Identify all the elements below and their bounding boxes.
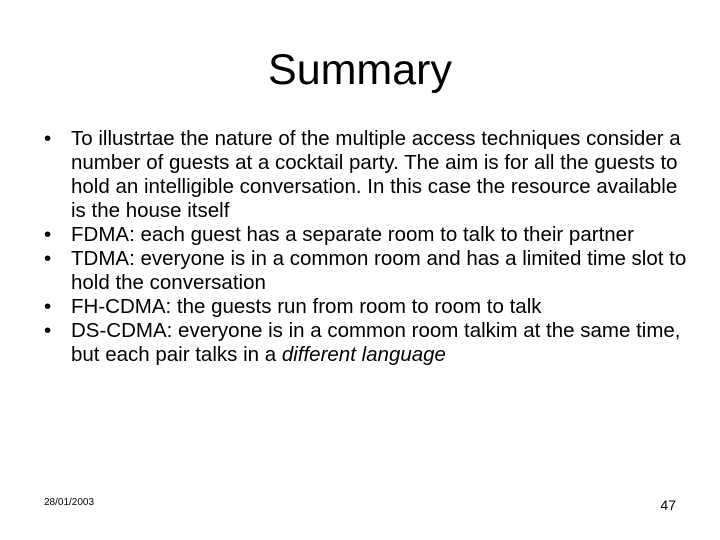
bullet-text: FH-CDMA: the guests run from room to room to talk [71,295,542,318]
bullet-marker: • [44,319,52,342]
footer-date: 28/01/2003 [44,497,95,508]
bullet-item [44,247,694,295]
page-number: 47 [660,497,676,513]
bullet-item [44,223,694,247]
bullet-item [44,319,694,367]
bullet-marker: • [44,223,52,246]
bullet-marker: • [44,127,52,150]
bullet-text-emphasis: different language [281,343,446,366]
bullet-text: TDMA: everyone is in a common room and has a limited time slot to hold the conversation [71,247,687,294]
bullet-item [44,127,694,223]
bullet-item [44,295,694,319]
bullet-text: FDMA: each guest has a separate room to talk to their partner [71,223,634,246]
bullet-list [44,127,694,367]
bullet-text: To illustrtae the nature of the multiple access techniques consider a number of guests at a cocktail party. The aim is for all the guests to hold an intelligible conversation. In this case the resource available is the house itself [71,127,681,222]
bullet-marker: • [44,295,52,318]
slide-title: Summary [268,46,452,94]
bullet-text: DS-CDMA: everyone is in a common room talkim at the same time, but each pair talks in a [71,319,681,366]
bullet-marker: • [44,247,52,270]
